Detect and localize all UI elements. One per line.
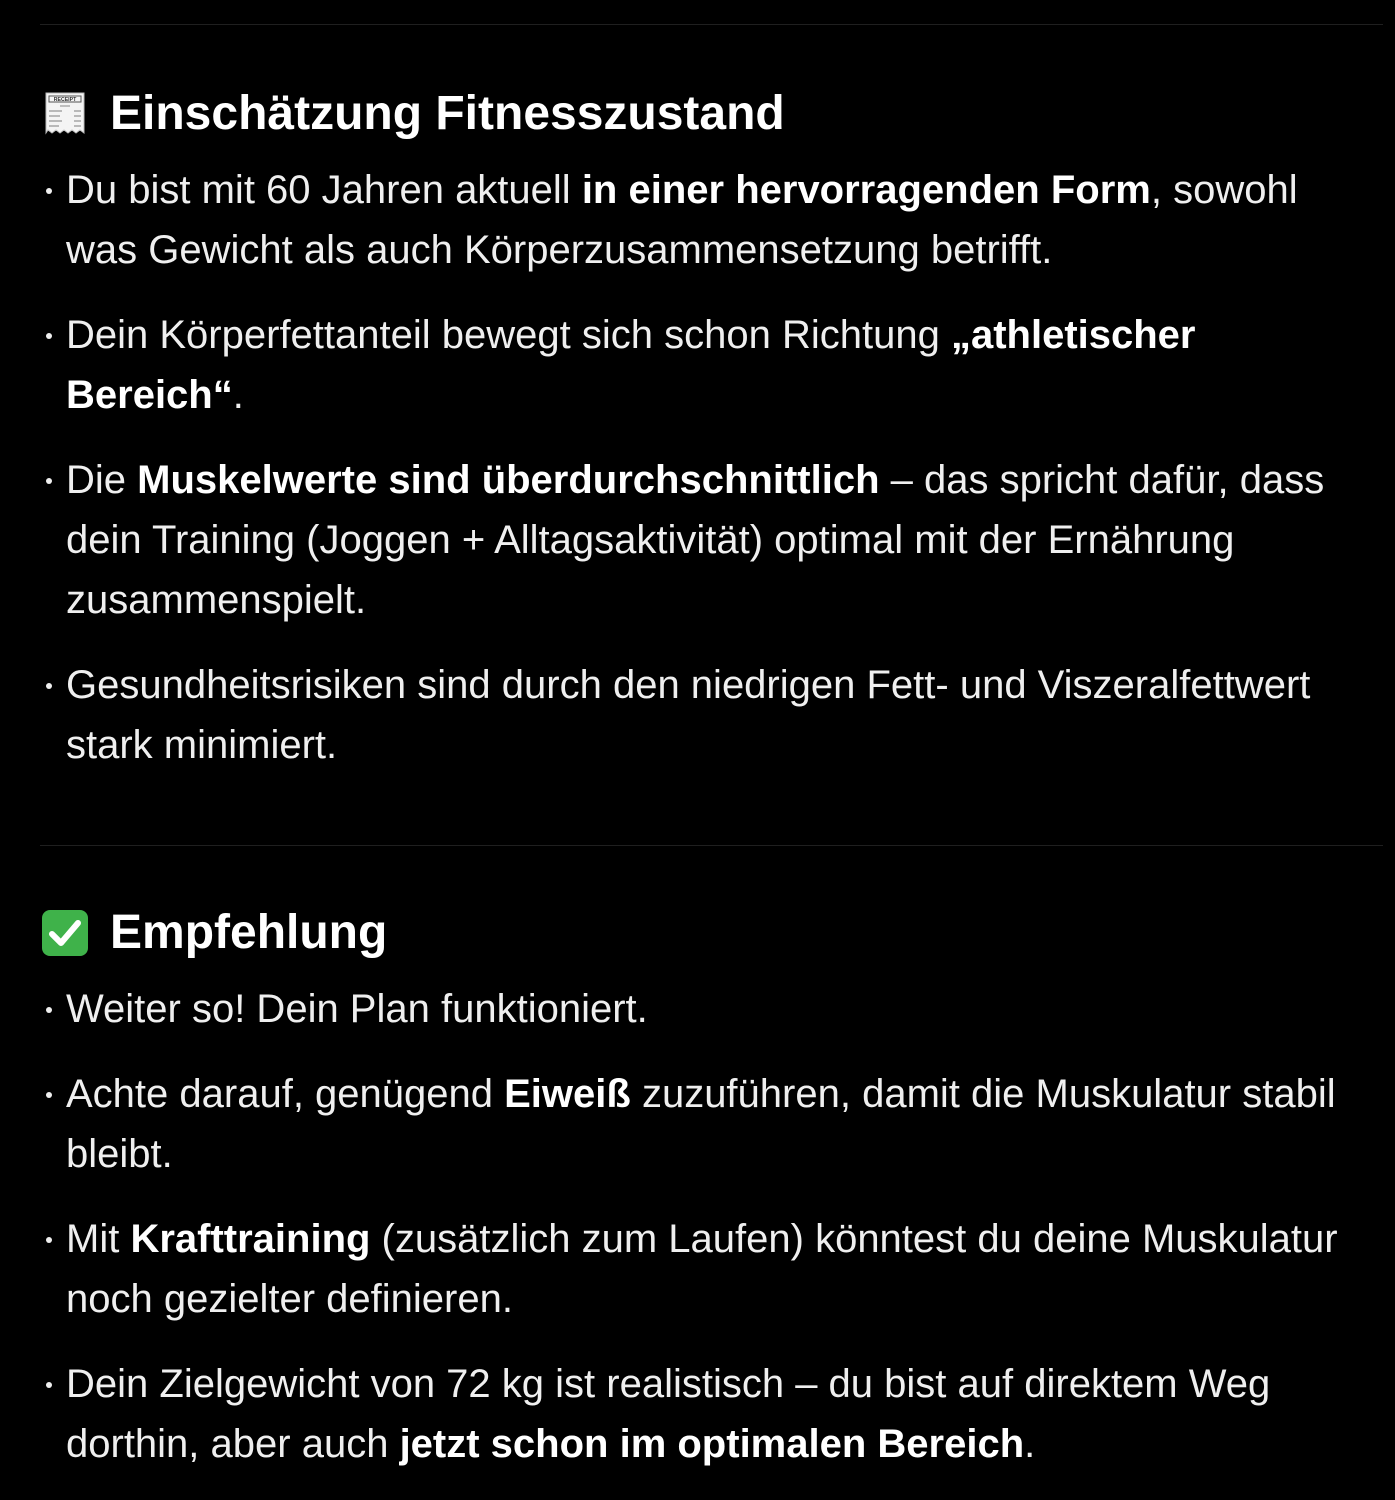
list-item	[40, 305, 1365, 425]
item-text: Dein Körperfettanteil bewegt sich schon Richtung	[66, 313, 951, 357]
item-text: Dein Zielgewicht von 72 kg ist realistisch – du bist auf direktem Weg dorthin, aber auch	[66, 1362, 1271, 1466]
section-fitness-assessment	[40, 84, 1365, 800]
list-item	[40, 1209, 1365, 1329]
list-item	[40, 979, 1365, 1039]
item-bold-text: „athletischer Bereich“	[66, 313, 1196, 417]
item-text: .	[232, 373, 244, 417]
item-bold-text: Muskelwerte sind überdurchschnittlich	[137, 458, 880, 502]
item-text: (zusätzlich zum Laufen) könntest du deine Muskulatur noch gezielter definieren.	[66, 1217, 1338, 1321]
item-text: , sowohl was Gewicht als auch Körperzusammensetzung betrifft.	[66, 168, 1298, 272]
section-divider	[40, 845, 1383, 846]
section-heading	[40, 84, 1365, 144]
item-bold-text: Krafttraining	[130, 1217, 371, 1261]
assessment-list	[40, 160, 1365, 775]
list-item	[40, 160, 1365, 280]
item-text: Weiter so! Dein Plan funktioniert.	[66, 987, 648, 1031]
item-bold-text: jetzt schon im optimalen Bereich	[399, 1422, 1025, 1466]
recommendation-list	[40, 979, 1365, 1474]
list-item	[40, 1354, 1365, 1474]
receipt-label: RECEIPT	[53, 97, 77, 104]
list-item	[40, 655, 1365, 775]
section-title: Einschätzung Fitnesszustand	[110, 87, 785, 140]
item-text: Die	[66, 458, 138, 502]
item-text: .	[1024, 1422, 1036, 1466]
top-divider	[40, 24, 1383, 25]
item-bold-text: in einer hervorragenden Form	[581, 168, 1151, 212]
item-text: Achte darauf, genügend	[66, 1072, 505, 1116]
item-text: Gesundheitsrisiken sind durch den niedrigen Fett- und Viszeralfettwert stark minimiert.	[66, 663, 1311, 767]
item-text: Du bist mit 60 Jahren aktuell	[66, 168, 582, 212]
item-text: – das spricht dafür, dass dein Training (Joggen + Alltagsaktivität) optimal mit der Ernährung zusammenspielt.	[66, 458, 1325, 622]
section-recommendation	[40, 903, 1365, 1499]
item-text: Mit	[66, 1217, 131, 1261]
section-heading	[40, 903, 1365, 963]
receipt-icon	[40, 89, 90, 139]
list-item	[40, 450, 1365, 630]
item-bold-text: Eiweiß	[504, 1072, 631, 1116]
check-mark-icon	[40, 908, 90, 958]
section-title: Empfehlung	[110, 906, 388, 959]
list-item	[40, 1064, 1365, 1184]
item-text: zuzuführen, damit die Muskulatur stabil bleibt.	[66, 1072, 1336, 1176]
